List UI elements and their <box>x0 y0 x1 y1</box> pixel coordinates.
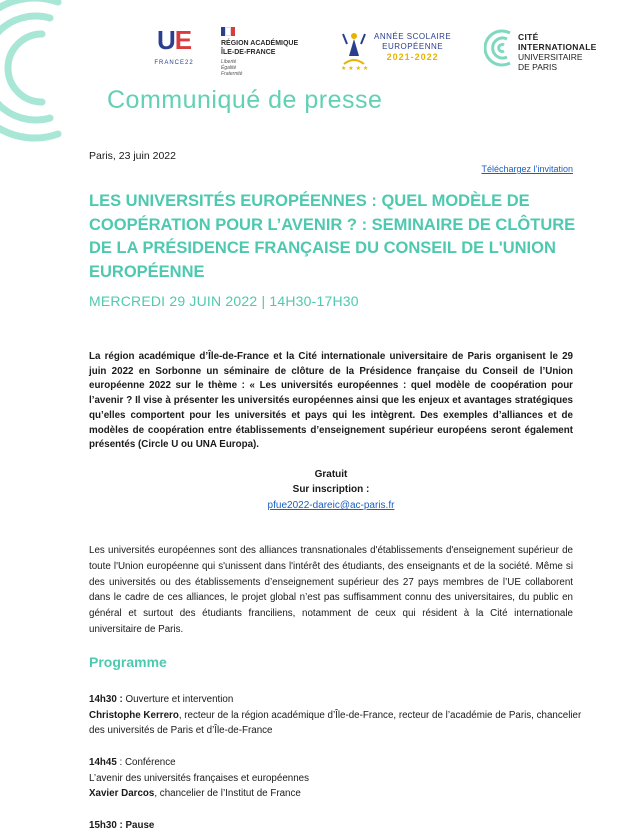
motto-liberte: Liberté <box>221 59 237 65</box>
annee-scolaire-europeenne-logo <box>338 24 466 74</box>
programme-speaker: Christophe Kerrero <box>89 709 179 721</box>
programme-title: Programme <box>89 654 167 670</box>
programme-speaker: Xavier Darcos <box>89 788 155 799</box>
figure-with-stars-icon <box>338 28 370 72</box>
ciup-line2: INTERNATIONALE <box>518 42 597 52</box>
cite-internationale-logo <box>484 24 624 74</box>
communique-banner: Communiqué de presse <box>107 86 383 114</box>
programme-item <box>89 692 599 739</box>
annee-line1: ANNÉE SCOLAIRE <box>374 32 452 41</box>
press-date: Paris, 23 juin 2022 <box>89 150 176 162</box>
ue-mark: UE <box>156 25 192 55</box>
registration-email-link[interactable]: pfue2022-dareic@ac-paris.fr <box>267 500 395 511</box>
programme-time: 15h30 : Pause <box>89 820 155 831</box>
lead-paragraph: La région académique d’Île-de-France et la Cité internationale universitaire de Paris organisent le 29 juin 2022 en Sorbonne un séminaire de clôture de la Présidence française du Conseil de l’Union européenne 2022 sur le thème : « Les universités européennes : quel modèle de coopération pour l’avenir ? Il vise à présenter les universités européennes ainsi que les enjeux et avantages stratégiques qu’elles comportent pour les universités et pays qui les intègrent. Des exemples d’alliances et de modèles de coopération entre établissements d’enseignement supérieur européens seront également présentés (Circle U ou UNA Europa). <box>89 351 573 451</box>
programme-item <box>89 755 599 802</box>
programme-item <box>89 818 599 834</box>
ue-caption: FRANCE22 <box>154 60 194 66</box>
body-paragraph: Les universités européennes sont des alliances transnationales d'établissements d'enseignement supérieur de toute l'Union européenne qui s'unissent dans l'intérêt des étudiants, des enseignants et de la société. Même si des universités ou des établissements d’enseignement supérieur des 27 pays membres de l’UE collaborent dans le cadre de ces alliances, le projet global n’est pas suffisamment connu des universitaires, du public en général et surtout des étudiants franciliens, notamment de ceux qui résident à la Cité internationale universitaire de Paris. <box>89 545 573 635</box>
registration-label: Sur inscription : <box>292 484 370 495</box>
programme-role: , recteur de la région académique d’Île-de-France, recteur de l’académie de Paris, chancelier des universités de Paris et d’Île-de-France <box>89 709 582 736</box>
region-name-line1: RÉGION ACADÉMIQUE <box>221 40 299 47</box>
region-academique-logo <box>221 27 316 77</box>
svg-text:★ ★ ★ ★: ★ ★ ★ ★ <box>341 65 369 72</box>
french-flag-icon <box>221 27 235 36</box>
event-date-time: MERCREDI 29 JUIN 2022 | 14H30-17H30 <box>89 293 359 309</box>
region-motto <box>221 59 316 77</box>
ciup-line4: DE PARIS <box>518 62 558 72</box>
france-presidency-logo <box>150 24 198 66</box>
ciup-text <box>518 32 597 72</box>
region-name-line2: ÎLE-DE-FRANCE <box>221 49 276 56</box>
programme-topic: L’avenir des universités françaises et européennes <box>89 772 310 784</box>
partner-logos <box>0 24 629 84</box>
motto-fraternite: Fraternité <box>221 71 243 77</box>
ciup-line3: UNIVERSITAIRE <box>518 52 583 62</box>
programme-label: : Conférence <box>116 757 176 768</box>
programme-time: 14h30 : <box>89 694 123 705</box>
annee-text <box>374 32 451 63</box>
motto-egalite: Égalité <box>221 65 237 71</box>
ciup-line1: CITÉ <box>518 32 539 42</box>
download-invitation-link[interactable]: Téléchargez l’invitation <box>481 164 573 174</box>
programme-time: 14h45 <box>89 757 117 768</box>
annee-line2: EUROPÉENNE <box>382 42 444 51</box>
programme-role: , chancelier de l’Institut de France <box>154 788 301 799</box>
ciup-c-icon <box>484 28 514 68</box>
registration-email <box>89 500 573 511</box>
headline: LES UNIVERSITÉS EUROPÉENNES : QUEL MODÈLE DE COOPÉRATION POUR L’AVENIR ? : SEMINAIRE DE CLÔTURE DE LA PRÉSIDENCE FRANÇAISE DU CONSEIL DE L'UNION EUROPÉENNE <box>89 192 576 281</box>
annee-line3: 2021-2022 <box>386 52 439 62</box>
free-label: Gratuit <box>314 469 348 480</box>
programme-label: Ouverture et intervention <box>122 694 234 705</box>
